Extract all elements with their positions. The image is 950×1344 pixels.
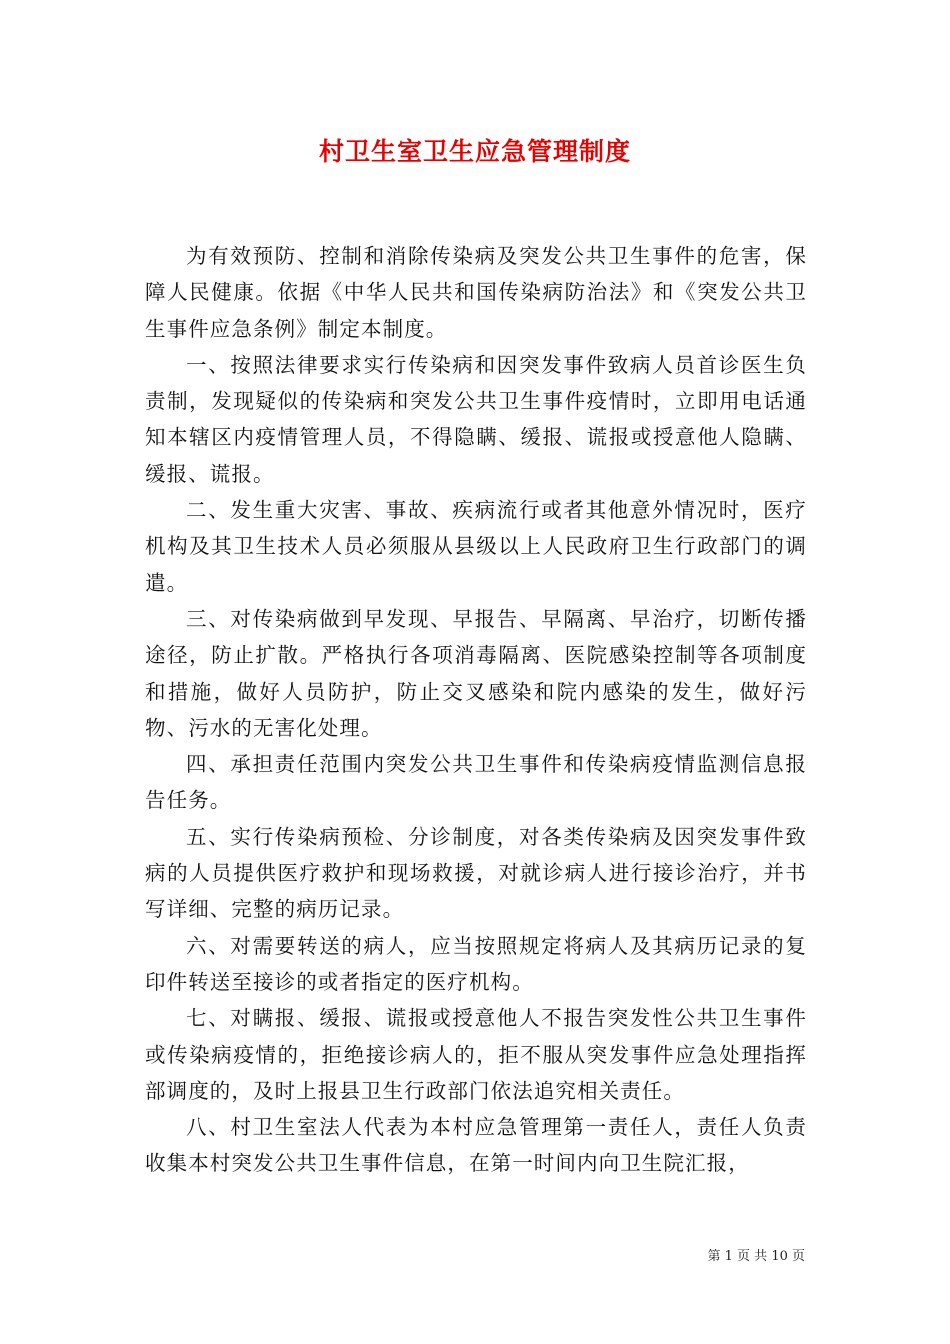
paragraph-item-3: 三、对传染病做到早发现、早报告、早隔离、早治疗，切断传播途径，防止扩散。严格执行各项消毒隔离、医院感染控制等各项制度和措施，做好人员防护，防止交叉感染和院内感染的发生，做好污物、污水的无害化处理。 (145, 606, 807, 740)
document-title: 村卫生室卫生应急管理制度 (318, 137, 631, 166)
paragraph-item-6: 六、对需要转送的病人，应当按照规定将病人及其病历记录的复印件转送至接诊的或者指定的医疗机构。 (145, 933, 807, 994)
document-body (145, 238, 807, 1182)
paragraph-item-2: 二、发生重大灾害、事故、疾病流行或者其他意外情况时，医疗机构及其卫生技术人员必须服从县级以上人民政府卫生行政部门的调遣。 (145, 498, 807, 595)
paragraph-item-4: 四、承担责任范围内突发公共卫生事件和传染病疫情监测信息报告任务。 (145, 752, 807, 813)
paragraph-item-7: 七、对瞒报、缓报、谎报或授意他人不报告突发性公共卫生事件或传染病疫情的，拒绝接诊病人的，拒不服从突发事件应急处理指挥部调度的，及时上报县卫生行政部门依法追究相关责任。 (145, 1006, 807, 1103)
page-number: 第 1 页 共 10 页 (707, 1249, 805, 1264)
paragraph-item-1: 一、按照法律要求实行传染病和因突发事件致病人员首诊医生负责制，发现疑似的传染病和突发公共卫生事件疫情时，立即用电话通知本辖区内疫情管理人员，不得隐瞒、缓报、谎报或授意他人隐瞒、缓报、谎报。 (145, 352, 807, 486)
paragraph-intro: 为有效预防、控制和消除传染病及突发公共卫生事件的危害，保障人民健康。依据《中华人民共和国传染病防治法》和《突发公共卫生事件应急条例》制定本制度。 (145, 244, 807, 341)
paragraph-item-5: 五、实行传染病预检、分诊制度，对各类传染病及因突发事件致病的人员提供医疗救护和现场救援，对就诊病人进行接诊治疗，并书写详细、完整的病历记录。 (145, 824, 807, 922)
paragraph-item-8: 八、村卫生室法人代表为本村应急管理第一责任人，责任人负责收集本村突发公共卫生事件信息，在第一时间内向卫生院汇报， (145, 1115, 807, 1176)
